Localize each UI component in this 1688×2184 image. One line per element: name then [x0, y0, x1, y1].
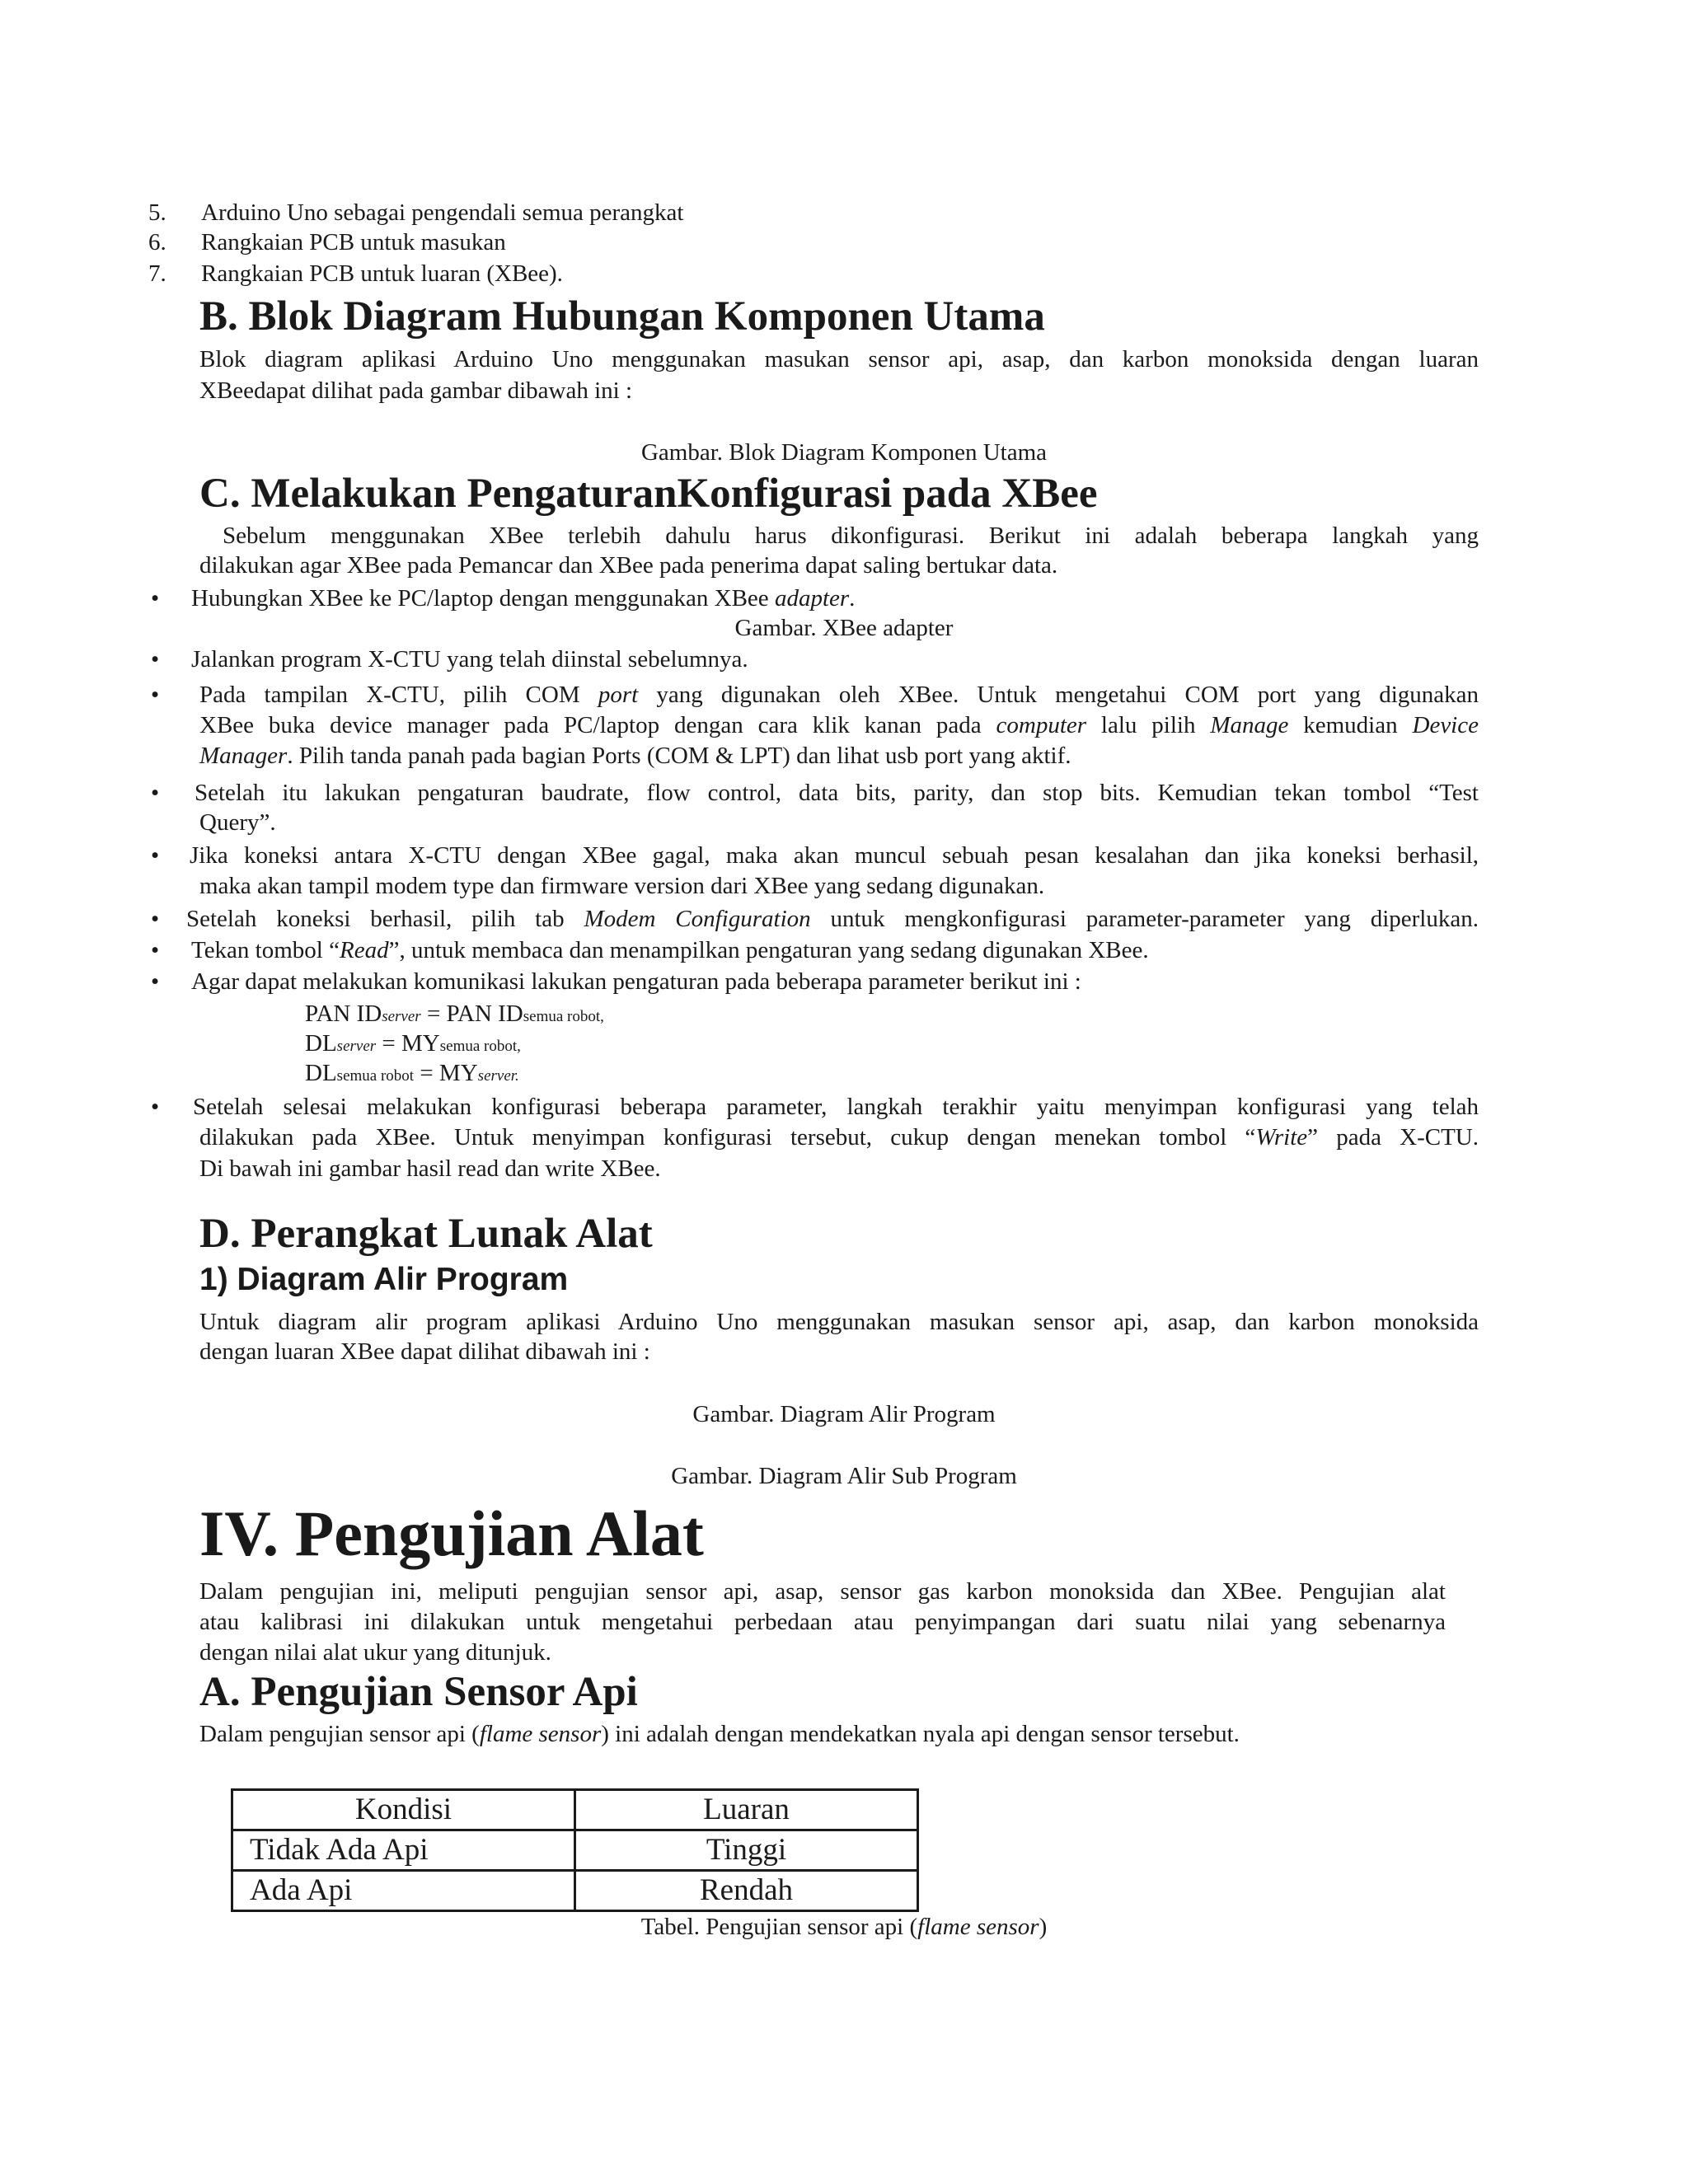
formula-line: DLsemua robot = MYserver.: [305, 1060, 519, 1086]
bullet-item-line: Query”.: [199, 809, 276, 836]
section-b-paragraph-line: Blok diagram aplikasi Arduino Uno menggunakan masukan sensor api, asap, dan karbon monoksida dengan luaran: [199, 346, 1479, 373]
chapter-paragraph-line: dengan nilai alat ukur yang ditunjuk.: [199, 1639, 551, 1666]
list-item-text: Rangkaian PCB untuk luaran (XBee).: [201, 260, 563, 287]
table-row: [232, 1830, 918, 1871]
list-item: 7.: [148, 260, 166, 287]
bullet-item: Tekan tombol “Read”, untuk membaca dan menampilkan pengaturan yang sedang digunakan XBee.: [191, 937, 1149, 963]
bullet-item-line: maka akan tampil modem type dan firmware version dari XBee yang sedang digunakan.: [199, 873, 1045, 899]
table-caption: Tabel. Pengujian sensor api (flame sensor): [640, 1914, 1048, 1940]
bullet-icon: •: [151, 1094, 160, 1120]
bullet-item: Jalankan program X-CTU yang telah diinstal sebelumnya.: [191, 646, 748, 673]
bullet-icon: •: [151, 585, 160, 612]
figure-caption: Gambar. Diagram Alir Program: [692, 1401, 996, 1427]
section-b-paragraph-line: XBeedapat dilihat pada gambar dibawah ini :: [199, 377, 633, 404]
list-item: 5.: [148, 199, 166, 226]
list-item-text: Arduino Uno sebagai pengendali semua perangkat: [201, 199, 684, 226]
table-cell: Rendah: [575, 1871, 918, 1911]
bullet-item: Setelah selesai melakukan konfigurasi beberapa parameter, langkah terakhir yaitu menyimpan konfigurasi yang telah: [193, 1094, 1479, 1120]
bullet-icon: •: [151, 646, 160, 673]
list-item: 6.: [148, 229, 166, 255]
section-a-heading: A. Pengujian Sensor Api: [199, 1669, 638, 1715]
bullet-item-line: Manager. Pilih tanda panah pada bagian Ports (COM & LPT) dan lihat usb port yang aktif.: [199, 743, 1071, 769]
bullet-item-line: Di bawah ini gambar hasil read dan write XBee.: [199, 1155, 661, 1182]
bullet-item: Setelah koneksi berhasil, pilih tab Modem Configuration untuk mengkonfigurasi parameter-parameter yang diperlukan.: [186, 906, 1479, 932]
chapter-paragraph-line: atau kalibrasi ini dilakukan untuk mengetahui perbedaan atau penyimpangan dari suatu nilai yang sebenarnya: [199, 1609, 1446, 1635]
section-d-paragraph-line: Untuk diagram alir program aplikasi Arduino Uno menggunakan masukan sensor api, asap, dan karbon monoksida: [199, 1309, 1479, 1335]
figure-caption: Gambar. Blok Diagram Komponen Utama: [640, 439, 1048, 466]
chapter-heading: IV. Pengujian Alat: [199, 1497, 704, 1569]
chapter-paragraph-line: Dalam pengujian ini, meliputi pengujian sensor api, asap, sensor gas karbon monoksida dan XBee. Pengujian alat: [199, 1578, 1446, 1605]
table-cell: Tidak Ada Api: [232, 1830, 575, 1871]
section-c-paragraph-line: Sebelum menggunakan XBee terlebih dahulu harus dikonfigurasi. Berikut ini adalah beberapa langkah yang: [223, 523, 1479, 549]
table-header-row: [232, 1790, 918, 1830]
flame-sensor-table: [231, 1788, 919, 1912]
bullet-item-line: XBee buka device manager pada PC/laptop dengan cara klik kanan pada computer lalu pilih Manage kemudian Device: [199, 712, 1479, 738]
formula-line: DLserver = MYsemua robot,: [305, 1030, 521, 1057]
section-c-heading: C. Melakukan PengaturanKonfigurasi pada XBee: [199, 471, 1098, 517]
table-cell: Tinggi: [575, 1830, 918, 1871]
formula-line: PAN IDserver = PAN IDsemua robot,: [305, 1001, 604, 1027]
bullet-icon: •: [151, 937, 160, 963]
section-b-heading: B. Blok Diagram Hubungan Komponen Utama: [199, 293, 1045, 340]
bullet-item-line: dilakukan pada XBee. Untuk menyimpan konfigurasi tersebut, cukup dengan menekan tombol “Write” pada X-CTU.: [199, 1124, 1479, 1151]
bullet-item: Setelah itu lakukan pengaturan baudrate, flow control, data bits, parity, dan stop bits. Kemudian tekan tombol “Test: [195, 780, 1479, 806]
table-row: [232, 1871, 918, 1911]
figure-caption: Gambar. XBee adapter: [734, 615, 954, 641]
bullet-item: Jika koneksi antara X-CTU dengan XBee gagal, maka akan muncul sebuah pesan kesalahan dan jika koneksi berhasil,: [190, 842, 1479, 869]
table-cell: Ada Api: [232, 1871, 575, 1911]
section-d-heading: D. Perangkat Lunak Alat: [199, 1211, 653, 1257]
bullet-item: Hubungkan XBee ke PC/laptop dengan menggunakan XBee adapter.: [191, 585, 856, 612]
table-header-cell: Kondisi: [232, 1790, 575, 1830]
list-item-text: Rangkaian PCB untuk masukan: [201, 229, 506, 255]
bullet-item: Pada tampilan X-CTU, pilih COM port yang digunakan oleh XBee. Untuk mengetahui COM port yang digunakan: [199, 682, 1479, 708]
section-d-paragraph-line: dengan luaran XBee dapat dilihat dibawah ini :: [199, 1338, 650, 1365]
bullet-icon: •: [151, 842, 160, 869]
subsection-heading: 1) Diagram Alir Program: [199, 1262, 569, 1297]
bullet-icon: •: [151, 682, 160, 708]
table-header-cell: Luaran: [575, 1790, 918, 1830]
figure-caption: Gambar. Diagram Alir Sub Program: [671, 1463, 1017, 1489]
bullet-item: Agar dapat melakukan komunikasi lakukan pengaturan pada beberapa parameter berikut ini :: [191, 968, 1081, 995]
section-a-paragraph: Dalam pengujian sensor api (flame sensor) ini adalah dengan mendekatkan nyala api dengan sensor tersebut.: [199, 1721, 1240, 1747]
bullet-icon: •: [151, 906, 160, 932]
section-c-paragraph-line: dilakukan agar XBee pada Pemancar dan XBee pada penerima dapat saling bertukar data.: [199, 552, 1058, 579]
bullet-icon: •: [151, 968, 160, 995]
bullet-icon: •: [151, 780, 160, 806]
